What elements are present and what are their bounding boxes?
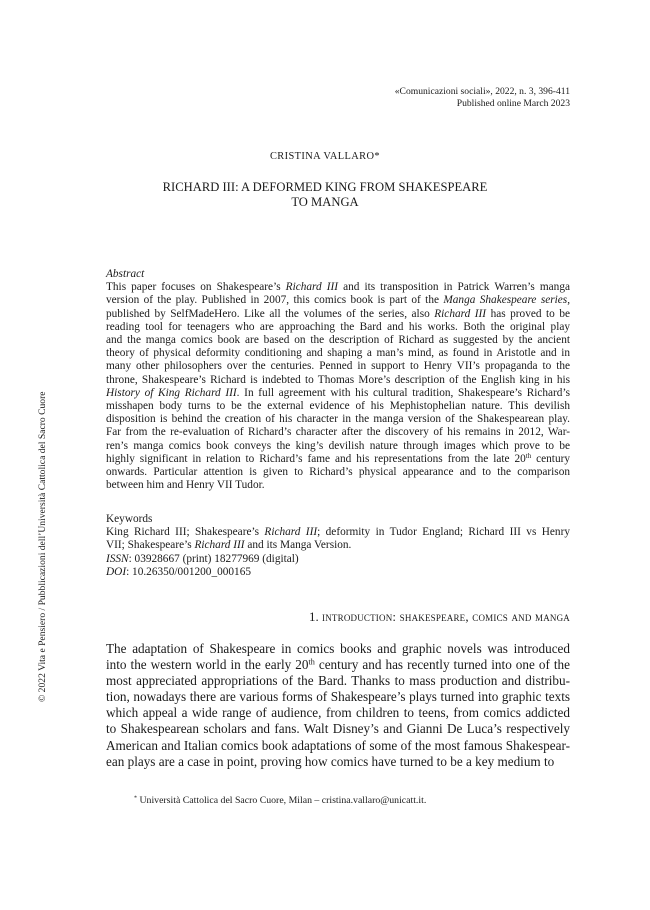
footnote: [134, 795, 426, 806]
abstract-line: This paper focuses on Shakespeare’s Richard III and its transposition in Patrick Warren’s manga: [106, 281, 570, 294]
doi-label: DOI: [106, 565, 127, 578]
abstract-line: published by SelfMadeHero. Like all the volumes of the series, also Richard III has proved to be: [106, 307, 570, 320]
abstract-line: between him and Henry VII Tudor.: [106, 479, 265, 492]
keywords-block: [106, 513, 570, 579]
body-line: to Shakespearean scholars and fans. Walt Disney’s and Gianni De Luca’s respectively: [106, 721, 570, 737]
journal-header: [395, 86, 570, 110]
body-paragraph: [106, 641, 570, 770]
doi-value: : 10.26350/001200_000165: [126, 565, 251, 578]
abstract-line: disposition is behind the creation of his character in the manga version of the Shakespearean play.: [106, 413, 570, 426]
abstract-line: highly significant in relation to Richard’s fame and his representations from the late 20th century: [106, 452, 570, 465]
abstract-line: throne, Shakespeare’s Richard is indebted to Thomas More’s description of the English king in his: [106, 373, 570, 386]
author-name: CRISTINA VALLARO*: [269, 151, 381, 162]
section-title: introduction: shakespeare, comics and manga: [322, 609, 570, 624]
copyright-text: © 2022 Vita e Pensiero / Pubblicazioni dell’Università Cattolica del Sacro Cuore: [37, 391, 48, 702]
issn-value: : 03928667 (print) 18277969 (digital): [128, 552, 299, 565]
abstract-line: many other philosophers over the centuries. Penned in support to Henry VII’s propaganda to the: [106, 360, 570, 373]
abstract-text: [106, 281, 570, 492]
keywords-line-1: King Richard III; Shakespeare’s Richard III; deformity in Tudor England; Richard III vs Henry: [106, 526, 570, 539]
footnote-marker: *: [134, 795, 138, 802]
abstract-block: [106, 268, 570, 492]
abstract-line: Far from the re-evaluation of Richard’s character after the discovery of his remains in 2012, War-: [106, 426, 570, 439]
keywords-label: Keywords: [106, 513, 153, 525]
title-line-1: RICHARD III: A DEFORMED KING FROM SHAKESPEARE: [162, 180, 488, 194]
body-line: ean plays are a case in point, proving how comics have turned to be a key medium to: [106, 753, 555, 769]
title-line-2: TO MANGA: [291, 195, 359, 209]
footnote-text: Università Cattolica del Sacro Cuore, Milan – cristina.vallaro@unicatt.it.: [137, 795, 427, 806]
body-line: tion, nowadays there are various forms of Shakespeare’s plays turned into graphic texts: [106, 689, 570, 705]
paper-title: [0, 180, 650, 210]
abstract-line: History of King Richard III. In full agreement with his cultural tradition, Shakespeare’s Richard’s: [106, 386, 570, 399]
abstract-line: theory of physical deformity conditioning and shaping a man’s mind, as found in Aristotle and in: [106, 347, 570, 360]
abstract-line: reading tool for teenagers who are approaching the Bard and his works. Both the original play: [106, 320, 570, 333]
body-line: into the western world in the early 20th century and has recently turned into one of the: [106, 657, 570, 673]
abstract-line: ren’s manga comics book conveys the king’s devilish nature through images which prove to be: [106, 439, 570, 452]
body-line: The adaptation of Shakespeare in comics books and graphic novels was introduced: [106, 641, 570, 656]
body-line: American and Italian comics book adaptations of some of the most famous Shakespear-: [106, 737, 570, 753]
published-line: Published online March 2023: [456, 98, 570, 110]
abstract-label: Abstract: [106, 268, 145, 280]
issn-line: [106, 553, 570, 566]
abstract-line: and the manga comics book are based on the description of Richard as suggested by the ancient: [106, 334, 570, 347]
doi-line: [106, 566, 570, 579]
abstract-line: misshapen body turns to be the external evidence of his Mephistophelian nature. This devilish: [106, 400, 570, 413]
abstract-line: onwards. Particular attention is given to Richard’s physical appearance and to the comparison: [106, 466, 570, 479]
body-line: which appeal a wide range of audience, from children to teens, from comics addicted: [106, 705, 570, 721]
keywords-line-2: VII; Shakespeare’s Richard III and its Manga Version.: [106, 539, 352, 552]
section-number: 1.: [309, 609, 319, 624]
issn-label: ISSN: [106, 552, 129, 565]
abstract-line: version of the play. Published in 2007, this comics book is part of the Manga Shakespeare series,: [106, 294, 571, 307]
body-line: most appreciated appropriations of the Bard. Thanks to mass production and distribu-: [106, 673, 570, 689]
section-heading: [309, 609, 570, 625]
citation-line: «Comunicazioni sociali», 2022, n. 3, 396-411: [394, 86, 570, 97]
